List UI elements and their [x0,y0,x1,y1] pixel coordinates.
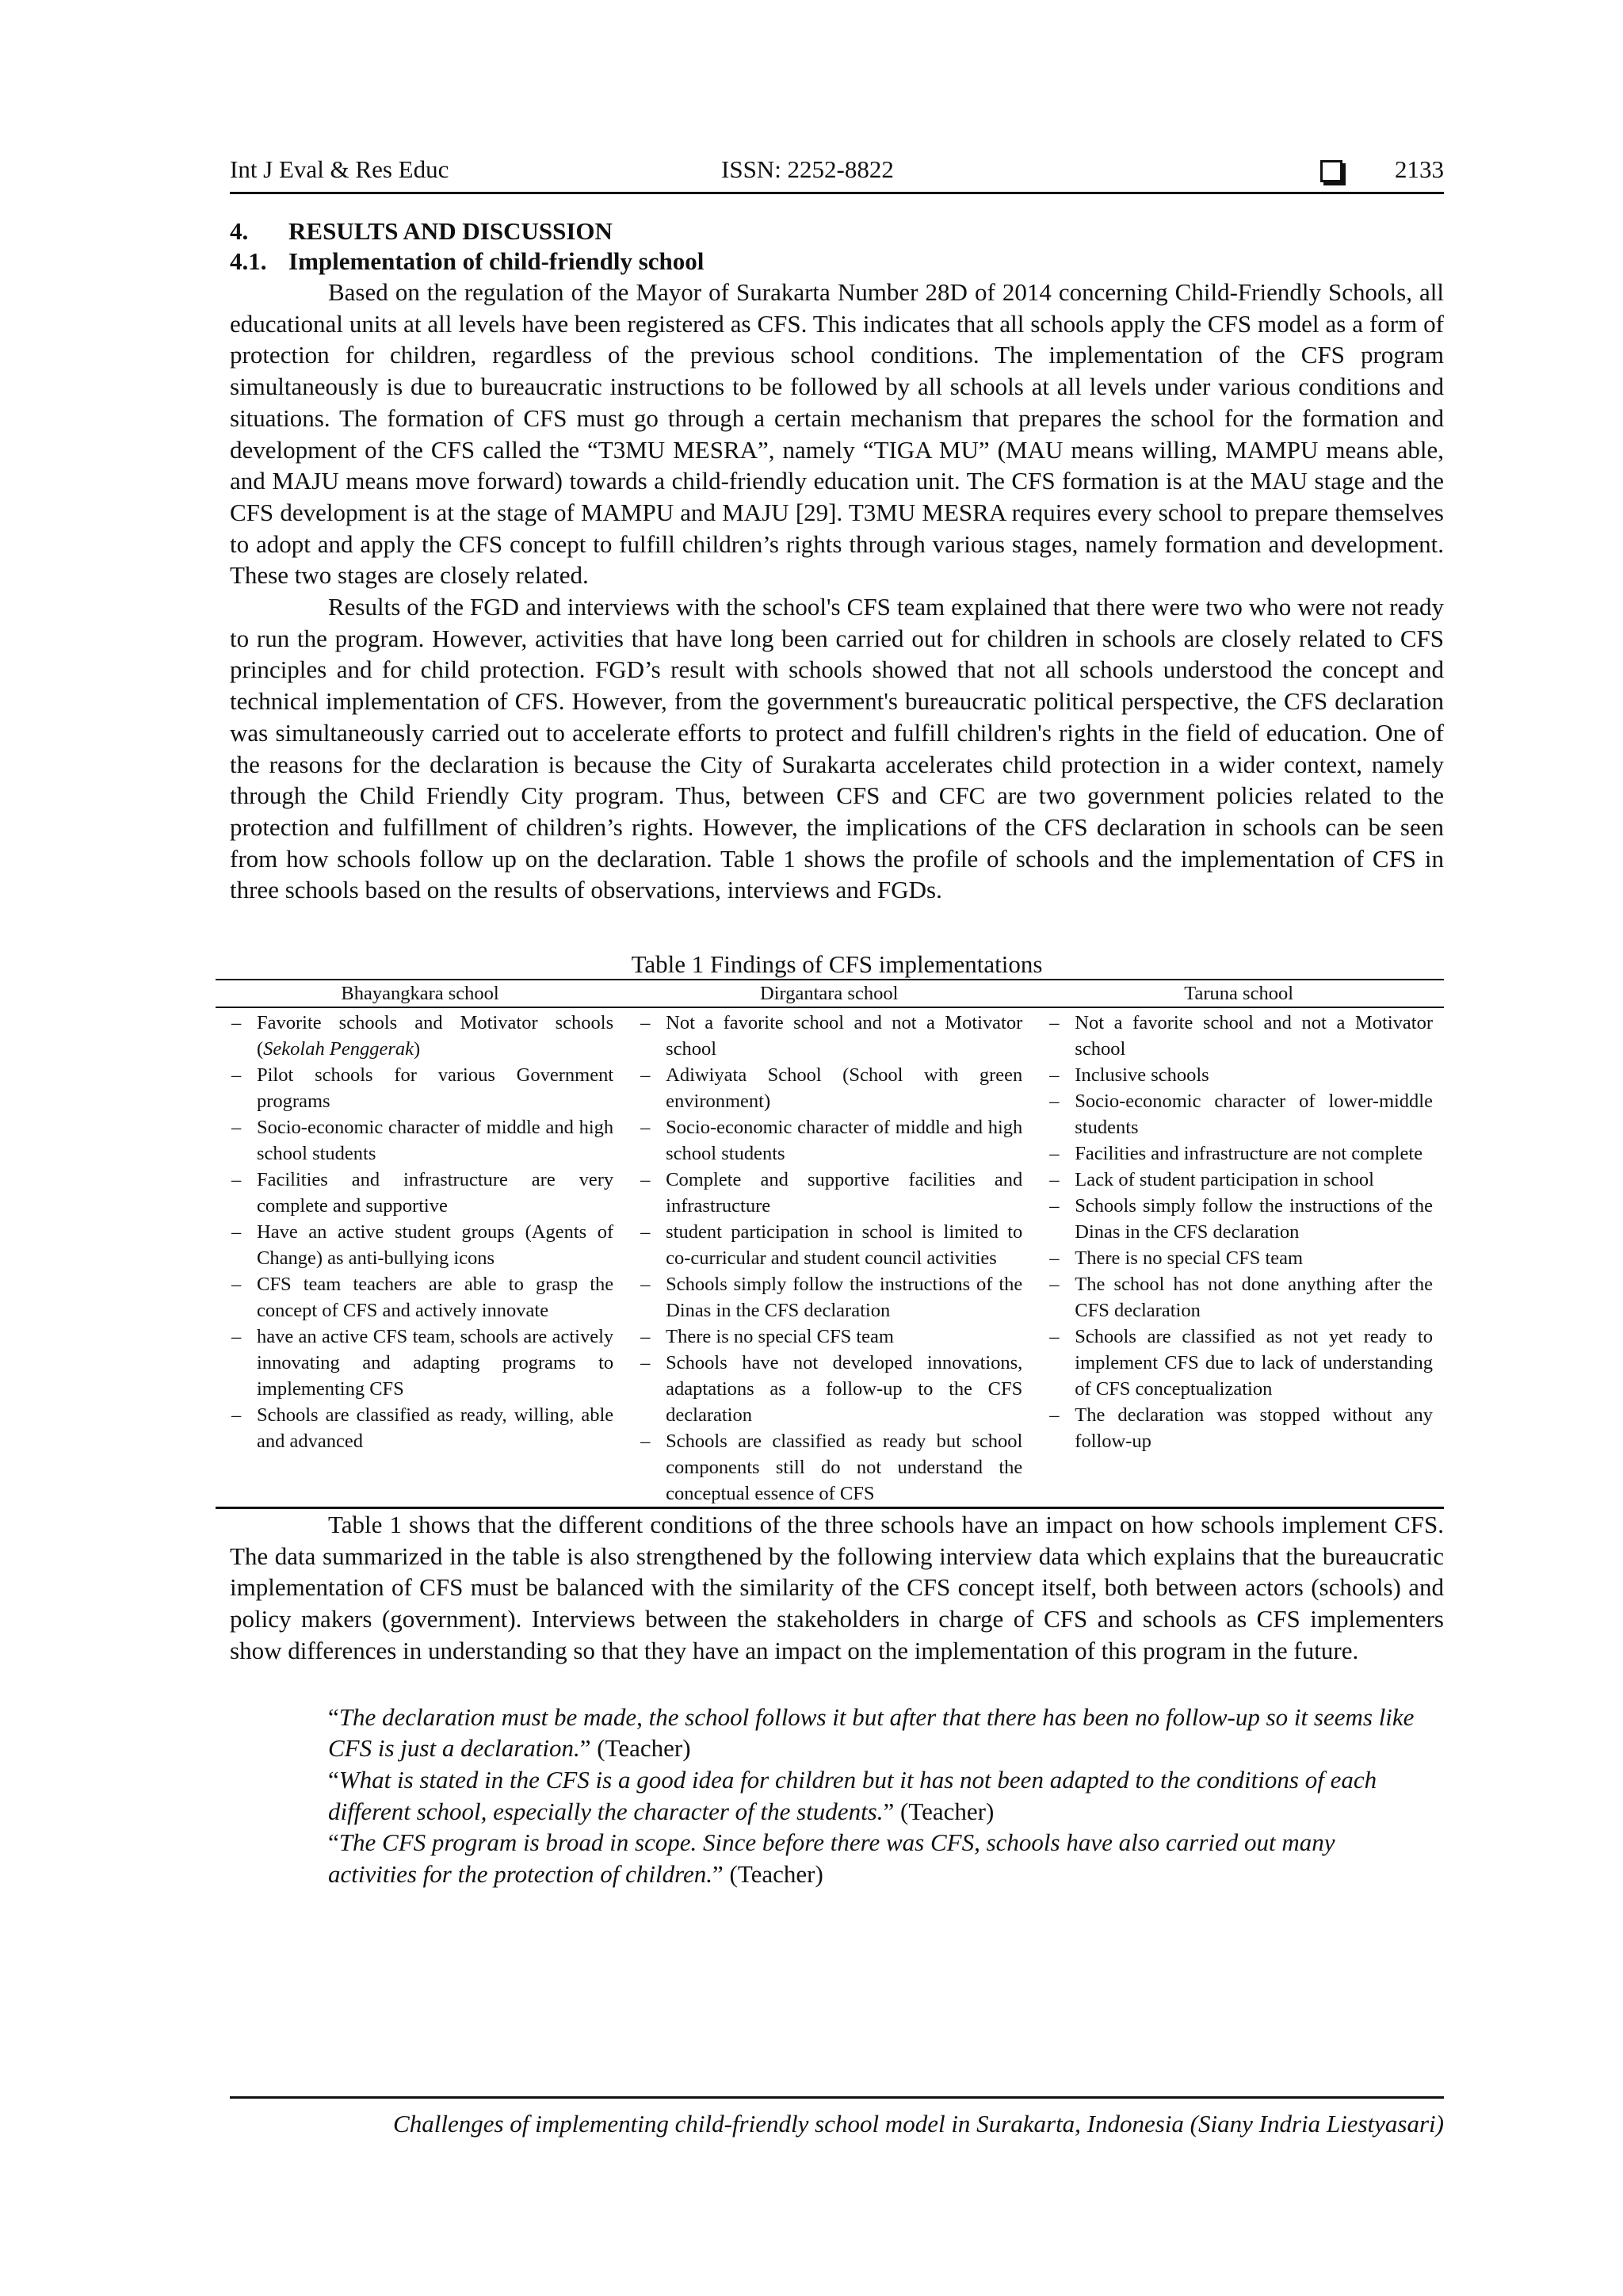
table-cell-bhayangkara [216,1007,624,1508]
list-item: – Schools are classified as ready, willing, able and advanced [231,1402,613,1454]
column-header: Dirgantara school [624,980,1033,1007]
list-item: – There is no special CFS team [1049,1245,1433,1271]
list-item: – Complete and supportive facilities and infrastructure [640,1167,1022,1219]
list-item: – Schools simply follow the instructions of the Dinas in the CFS declaration [640,1271,1022,1324]
running-footer: Challenges of implementing child-friendly school model in Surakarta, Indonesia (Siany Indria Liestyasari) [230,2096,1444,2138]
list-item: – Not a favorite school and not a Motivator school [640,1010,1022,1062]
running-header [230,151,1444,194]
table-caption: Table 1 Findings of CFS implementations [631,950,1043,979]
table-row [216,1007,1444,1508]
list-item: – The declaration was stopped without any follow-up [1049,1402,1433,1454]
section-title: RESULTS AND DISCUSSION [288,217,613,245]
list-item: – Favorite schools and Motivator schools (Sekolah Penggerak) [231,1010,613,1062]
list-item: – The school has not done anything after the CFS declaration [1049,1271,1433,1324]
findings-list [640,1010,1022,1507]
list-item: – Inclusive schools [1049,1062,1433,1088]
list-item: – Facilities and infrastructure are not complete [1049,1140,1433,1167]
page-number: 2133 [1395,155,1444,183]
journal-name: Int J Eval & Res Educ [230,155,449,183]
section-number: 4. [230,217,249,245]
quote: “The CFS program is broad in scope. Since before there was CFS, schools have also carried out many activities for the protection of children.” (Teacher) [328,1828,1335,1889]
paragraph-3: Table 1 shows that the different conditions of the three schools have an impact on how schools implement CFS. The data summarized in the table is also strengthened by the following interview data which explains that the bureaucratic implementation of CFS must be balanced with the similarity of the CFS concept itself, both between actors (schools) and policy makers (government). Interviews between the stakeholders in charge of CFS and schools as CFS implementers show differences in understanding so that they have an impact on the implementation of this program in the future. [230,1511,1444,1664]
quote: “What is stated in the CFS is a good idea for children but it has not been adapted to the conditions of each different school, especially the character of the students.” (Teacher) [328,1765,1377,1825]
findings-list [231,1010,613,1454]
findings-list [1049,1010,1433,1454]
list-item: – Not a favorite school and not a Motivator school [1049,1010,1433,1062]
list-item: – There is no special CFS team [640,1324,1022,1350]
list-item: – Schools have not developed innovations, adaptations as a follow-up to the CFS declaration [640,1350,1022,1428]
list-item: – Adiwiyata School (School with green environment) [640,1062,1022,1114]
interview-quotes [328,1702,1444,1890]
list-item: – Socio-economic character of lower-middle students [1049,1088,1433,1140]
subsection-heading [230,246,1444,277]
table-header-row [216,980,1444,1007]
issn: ISSN: 2252-8822 [721,155,894,183]
column-header: Taruna school [1033,980,1444,1007]
table-cell-dirgantara [624,1007,1033,1508]
paragraph-2: Results of the FGD and interviews with the school's CFS team explained that there were two who were not ready to run the program. However, activities that have long been carried out for children in schools are closely related to CFS principles and for child protection. FGD’s result with schools showed that not all schools understood the concept and technical implementation of CFS. However, from the government's bureaucratic political perspective, the CFS declaration was simultaneously carried out to accelerate efforts to protect and fulfill children's rights in the field of education. One of the reasons for the declaration is because the City of Surakarta accelerates child protection in a wider context, namely through the Child Friendly City program. Thus, between CFS and CFC are two government policies related to the protection and fulfillment of children’s rights. However, the implications of the CFS declaration in schools can be seen from how schools follow up on the declaration. Table 1 shows the profile of schools and the implementation of CFS in three schools based on the results of observations, interviews and FGDs. [230,593,1444,904]
page-content [230,151,1444,1890]
list-item: – Schools are classified as not yet ready to implement CFS due to lack of understanding of CFS conceptualization [1049,1324,1433,1402]
list-item: – Lack of student participation in school [1049,1167,1433,1193]
section-heading [230,216,1444,246]
list-item: – have an active CFS team, schools are actively innovating and adapting programs to implementing CFS [231,1324,613,1402]
list-item: – Facilities and infrastructure are very complete and supportive [231,1167,613,1219]
list-item: – Have an active student groups (Agents of Change) as anti-bullying icons [231,1219,613,1271]
list-item: – Schools are classified as ready but school components still do not understand the conceptual essence of CFS [640,1428,1022,1507]
paragraph-1: Based on the regulation of the Mayor of Surakarta Number 28D of 2014 concerning Child-Friendly Schools, all educational units at all levels have been registered as CFS. This indicates that all schools apply the CFS model as a form of protection for children, regardless of the previous school conditions. The implementation of the CFS program simultaneously is due to bureaucratic instructions to be followed by all schools at all levels under various conditions and situations. The formation of CFS must go through a certain mechanism that prepares the school for the formation and development of the CFS called the “T3MU MESRA”, namely “TIGA MU” (MAU means willing, MAMPU means able, and MAJU means move forward) towards a child-friendly education unit. The CFS formation is at the MAU stage and the CFS development is at the stage of MAMPU and MAJU [29]. T3MU MESRA requires every school to prepare themselves to adopt and apply the CFS concept to fulfill children’s rights through various stages, namely formation and development. These two stages are closely related. [230,278,1444,590]
list-item: – CFS team teachers are able to grasp the concept of CFS and actively innovate [231,1271,613,1324]
list-item: – Pilot schools for various Government programs [231,1062,613,1114]
subsection-title: Implementation of child-friendly school [288,247,705,275]
list-item: – Socio-economic character of middle and high school students [640,1114,1022,1167]
list-item: – Schools simply follow the instructions of the Dinas in the CFS declaration [1049,1193,1433,1245]
column-header: Bhayangkara school [216,980,624,1007]
subsection-number: 4.1. [230,247,267,275]
findings-table [216,979,1444,1509]
table-cell-taruna [1033,1007,1444,1508]
list-item: – Socio-economic character of middle and high school students [231,1114,613,1167]
quote: “The declaration must be made, the school follows it but after that there has been no follow-up so it seems like CFS is just a declaration.” (Teacher) [328,1702,1415,1763]
square-outline-icon [1320,160,1342,182]
list-item: – student participation in school is limited to co-curricular and student council activities [640,1219,1022,1271]
